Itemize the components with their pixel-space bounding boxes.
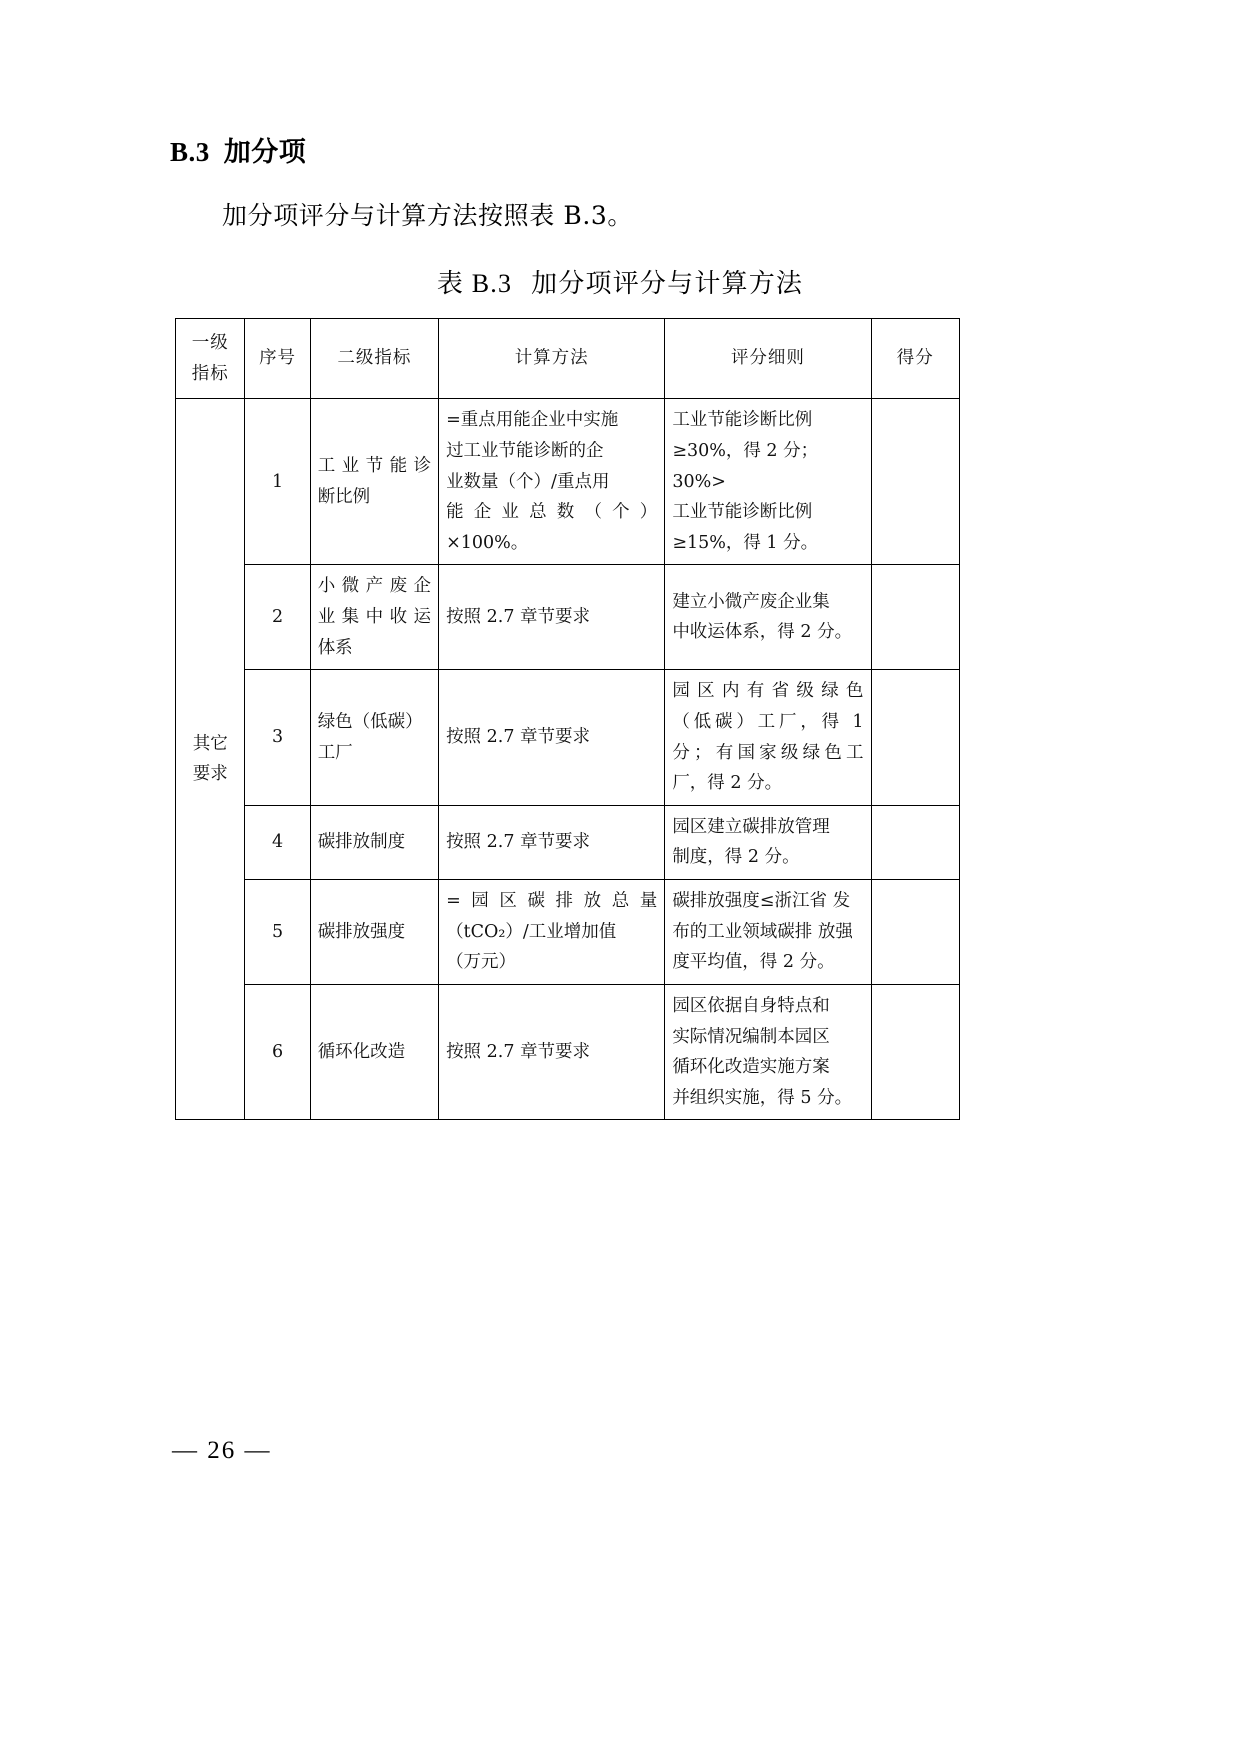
row-number: 5	[245, 880, 310, 985]
score-cell[interactable]	[871, 805, 959, 879]
header-category	[176, 319, 245, 399]
sub-indicator-line: 碳排放制度	[317, 832, 406, 853]
sub-indicator-line: 业集中收运	[317, 607, 432, 627]
table-row	[176, 984, 960, 1120]
score-cell[interactable]	[871, 565, 959, 670]
calc-line: 按照 2.7 章节要求	[446, 1041, 591, 1062]
sub-indicator-cell	[310, 565, 438, 670]
rule-line: ≥15%，得 1 分。	[672, 532, 819, 553]
scoring-rule-cell	[665, 984, 871, 1120]
scoring-rule-cell	[665, 880, 871, 985]
rule-line: 中收运体系，得 2 分。	[672, 622, 853, 643]
rule-line: 实际情况编制本园区	[672, 1026, 830, 1047]
header-index-no: 序号	[245, 319, 310, 399]
rule-line: 循环化改造实施方案	[672, 1057, 830, 1078]
rule-line: 制度，得 2 分。	[672, 847, 800, 868]
scoring-rule-cell	[665, 805, 871, 879]
scoring-table	[175, 318, 960, 1120]
score-cell[interactable]	[871, 880, 959, 985]
sub-indicator-line: 工业节能诊	[317, 456, 432, 477]
table-caption	[0, 263, 1240, 300]
rule-line: 分；有国家级绿色工	[672, 742, 864, 763]
sub-indicator-line: 循环化改造	[317, 1041, 406, 1062]
sub-indicator-line: 体系	[317, 637, 353, 658]
calc-line: （万元）	[446, 952, 517, 973]
section-title: 加分项	[223, 137, 307, 168]
rule-line: 园区依据自身特点和	[672, 995, 830, 1016]
calc-line: 业数量（个）/重点用	[446, 471, 610, 492]
rule-line: 工业节能诊断比例	[672, 410, 813, 431]
row-number: 3	[245, 670, 310, 806]
table-caption-number: 表 B.3	[436, 269, 513, 298]
header-score: 得分	[871, 319, 959, 399]
header-category-line-2: 指标	[191, 363, 229, 384]
rule-line: 分。	[799, 952, 835, 973]
rule-line: 并组织实施，得 5 分。	[672, 1087, 853, 1108]
sub-indicator-line: 小微产废企	[317, 576, 432, 597]
rule-line: 建立小微产废企业集	[672, 591, 830, 612]
section-heading	[170, 130, 306, 169]
scoring-rule-cell	[665, 565, 871, 670]
sub-indicator-line: 绿色（低碳）	[317, 711, 423, 732]
row-number: 4	[245, 805, 310, 879]
page-number: — 26 —	[172, 1437, 272, 1464]
category-cell-other-requirements	[176, 399, 245, 1120]
calc-method-cell	[439, 670, 665, 806]
score-cell[interactable]	[871, 399, 959, 565]
section-number: B.3	[170, 137, 210, 167]
calc-line: 按照 2.7 章节要求	[446, 607, 591, 627]
rule-line: ≥30%，得 2 分；30%>	[672, 440, 819, 492]
rule-line: 园区建立碳排放管理	[672, 816, 830, 837]
calc-method-cell	[439, 805, 665, 879]
category-label-line-2: 要求	[192, 764, 228, 785]
rule-line: 工业节能诊断比例	[672, 502, 813, 523]
sub-indicator-line: 工厂	[317, 742, 353, 763]
header-calc-method: 计算方法	[439, 319, 665, 399]
sub-indicator-line: 碳排放强度	[317, 921, 406, 942]
table-row	[176, 880, 960, 985]
calc-line: 过工业节能诊断的企	[446, 440, 604, 461]
sub-indicator-cell	[310, 805, 438, 879]
calc-line: ×100%。	[446, 532, 529, 553]
calc-line: =园区碳排放总量	[446, 891, 658, 911]
table-row	[176, 805, 960, 879]
table-caption-title: 加分项评分与计算方法	[531, 269, 804, 299]
rule-line: 发布的工业领域碳排	[672, 891, 851, 942]
calc-line: 按照 2.7 章节要求	[446, 832, 591, 853]
body-paragraph: 加分项评分与计算方法按照表 B.3。	[222, 201, 633, 230]
sub-indicator-cell	[310, 984, 438, 1120]
row-number: 1	[245, 399, 310, 565]
rule-line: 厂，得 2 分。	[672, 773, 783, 794]
calc-line: 按照 2.7 章节要求	[446, 727, 591, 748]
sub-indicator-cell	[310, 880, 438, 985]
calc-method-cell	[439, 984, 665, 1120]
calc-line: 能企业总数（个）	[446, 502, 658, 523]
rule-line: 园区内有省级绿色	[672, 681, 864, 702]
score-cell[interactable]	[871, 670, 959, 806]
scoring-table-wrapper	[175, 318, 960, 1120]
rule-line: （低碳）工厂，得 1	[672, 711, 864, 732]
table-row	[176, 565, 960, 670]
calc-line: =重点用能企业中实施	[446, 410, 619, 431]
calc-method-cell	[439, 565, 665, 670]
calc-line: （tCO₂）/工业增加值	[446, 921, 617, 942]
scoring-rule-cell	[665, 670, 871, 806]
sub-indicator-cell	[310, 399, 438, 565]
calc-method-cell	[439, 880, 665, 985]
category-label-line-1: 其它	[192, 733, 228, 754]
calc-method-cell	[439, 399, 665, 565]
table-row	[176, 670, 960, 806]
table-row	[176, 399, 960, 565]
header-category-line-1: 一级	[191, 333, 229, 353]
header-scoring-rule: 评分细则	[665, 319, 871, 399]
score-cell[interactable]	[871, 984, 959, 1120]
scoring-rule-cell	[665, 399, 871, 565]
table-header-row	[176, 319, 960, 399]
rule-line: 放强度平均值，得 2	[672, 921, 853, 973]
row-number: 6	[245, 984, 310, 1120]
sub-indicator-line: 断比例	[317, 486, 371, 507]
header-sub-indicator: 二级指标	[310, 319, 438, 399]
sub-indicator-cell	[310, 670, 438, 806]
rule-line: 碳排放强度≤浙江省	[672, 891, 827, 911]
row-number: 2	[245, 565, 310, 670]
